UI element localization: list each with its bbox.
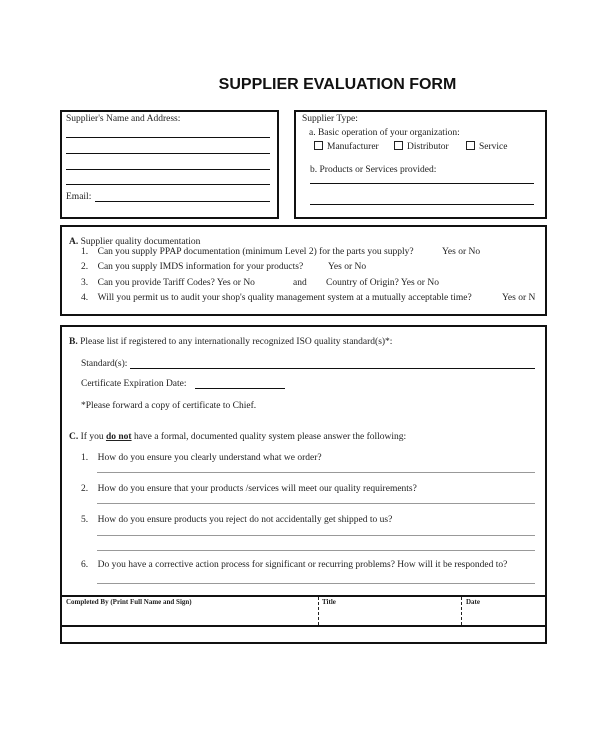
certificate-note: *Please forward a copy of certificate to Chief. [81, 401, 257, 411]
checkbox-icon [314, 141, 323, 150]
checkbox-manufacturer[interactable]: Manufacturer [314, 141, 379, 152]
checkbox-service[interactable]: Service [466, 141, 508, 152]
standards-label: Standard(s): [81, 359, 128, 369]
answer-line[interactable] [97, 503, 535, 504]
yes-no-2[interactable]: Yes or No [328, 262, 367, 272]
products-label: b. Products or Services provided: [310, 165, 437, 175]
answer-line[interactable] [97, 535, 535, 536]
divider [60, 595, 547, 597]
section-a-item-4: 4. Will you permit us to audit your shop's quality management system at a mutually acceptable time? [81, 293, 472, 303]
name-line-4[interactable] [66, 184, 270, 185]
section-b-title: B. Please list if registered to any internationally recognized ISO quality standard(s)*: [69, 337, 393, 347]
name-line-3[interactable] [66, 169, 270, 170]
section-c-item-1: 1. How do you ensure you clearly understand what we order? [81, 453, 322, 463]
operation-label: a. Basic operation of your organization: [309, 128, 460, 138]
supplier-info-box [60, 110, 279, 219]
checkbox-icon [394, 141, 403, 150]
country-origin-question: Country of Origin? Yes or No [326, 278, 439, 288]
divider [461, 597, 462, 625]
section-a-item-2: 2. Can you supply IMDS information for your products? [81, 262, 304, 272]
email-field[interactable] [95, 201, 270, 202]
title-label: Title [322, 598, 336, 606]
section-c-title: C. If you do not have a formal, documented quality system please answer the following: [69, 432, 407, 442]
divider [60, 625, 547, 627]
section-a-item-3: 3. Can you provide Tariff Codes? Yes or No [81, 278, 255, 288]
email-label: Email: [66, 192, 92, 202]
section-a-title: A. Supplier quality documentation [69, 237, 201, 247]
yes-no-4[interactable]: Yes or N [502, 293, 536, 303]
divider [318, 597, 319, 625]
name-line-2[interactable] [66, 153, 270, 154]
expiry-label: Certificate Expiration Date: [81, 379, 187, 389]
answer-line[interactable] [97, 550, 535, 551]
checkbox-icon [466, 141, 475, 150]
section-c-item-2: 2. How do you ensure that your products /services will meet our quality requirements? [81, 484, 417, 494]
name-line-1[interactable] [66, 137, 270, 138]
section-c-item-3: 5. How do you ensure products you reject do not accidentally get shipped to us? [81, 515, 393, 525]
completed-by-label: Completed By (Print Full Name and Sign) [66, 598, 192, 606]
products-line-1[interactable] [310, 183, 534, 184]
answer-line[interactable] [97, 583, 535, 584]
standards-field[interactable] [130, 368, 535, 369]
supplier-type-label: Supplier Type: [302, 114, 358, 124]
and-label: and [293, 278, 307, 288]
checkbox-distributor[interactable]: Distributor [394, 141, 449, 152]
yes-no-1[interactable]: Yes or No [442, 247, 481, 257]
expiry-field[interactable] [195, 388, 285, 389]
form-title: SUPPLIER EVALUATION FORM [218, 76, 457, 93]
answer-line[interactable] [97, 472, 535, 473]
supplier-name-label: Supplier's Name and Address: [66, 114, 181, 124]
section-c-item-4: 6. Do you have a corrective action process for significant or recurring problems? How will it be responded to? [81, 560, 508, 570]
section-a-item-1: 1. Can you supply PPAP documentation (minimum Level 2) for the parts you supply? [81, 247, 414, 257]
products-line-2[interactable] [310, 204, 534, 205]
date-label: Date [466, 598, 480, 606]
